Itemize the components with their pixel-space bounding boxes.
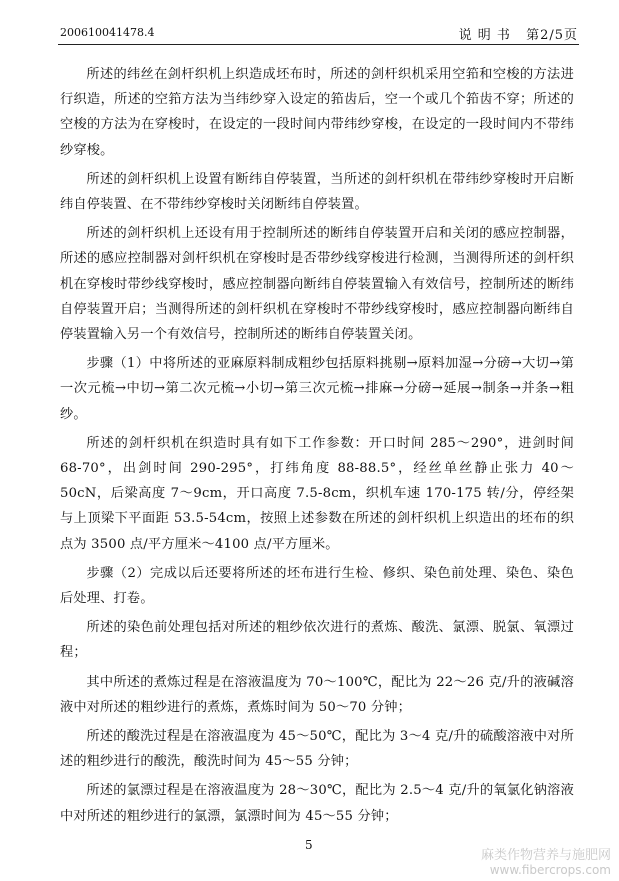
page-info: 第2/5页: [526, 28, 578, 43]
paragraph: 所述的染色前处理包括对所述的粗纱依次进行的煮炼、酸洗、氯漂、脱氯、氧漂过程；: [60, 620, 574, 661]
paragraph: 所述的纬丝在剑杆织机上织造成坯布时，所述的剑杆织机采用空筘和空梭的方法进行织造，所述的空筘方法为当纬纱穿入设定的筘齿后，空一个或几个筘齿不穿；所述的空梭的方法为在穿梭时，在设定的一段时间内带纬纱穿梭，在设定的一段时间内不带纬纱穿梭。: [60, 67, 574, 158]
page-number: 5: [305, 838, 313, 852]
paragraph: 所述的剑杆织机在织造时具有如下工作参数：开口时间 285～290°，进剑时间 68-70°，出剑时间 290-295°，打纬角度 88-88.5°，经丝单丝静止张力 40～50cN，后梁高度 7～9cm，开口高度 7.5-8cm，织机车速 170-175 转/分，停经架与上顶梁下平面距 53.5-54cm，按照上述参数在所述的剑杆织机上织造出的坯布的织点为 3500 点/平方厘米～4100 点/平方厘米。: [60, 435, 574, 552]
page-header: [0, 0, 619, 50]
watermark-url: www.fibercrops.com: [489, 863, 611, 877]
paragraph: 所述的酸洗过程是在溶液温度为 45～50℃，配比为 3～4 克/升的硫酸溶液中对所述的粗纱进行的酸洗，酸洗时间为 45～55 分钟；: [60, 729, 574, 770]
paragraph: 所述的氯漂过程是在溶液温度为 28～30℃，配比为 2.5～4 克/升的氧氯化钠溶液中对所述的粗纱进行的氯漂，氯漂时间为 45～55 分钟；: [60, 783, 574, 824]
paragraph: 步骤（1）中将所述的亚麻原料制成粗纱包括原料挑剔→原料加湿→分磅→大切→第一次元梳→中切→第二次元梳→小切→第三次元梳→排麻→分磅→延展→制条→并条→粗纱。: [60, 356, 574, 422]
watermark-title: 麻类作物营养与施肥网: [480, 848, 611, 863]
header-right: [459, 24, 578, 43]
paragraph: 步骤（2）完成以后还要将所述的坯布进行生检、修织、染色前处理、染色、染色后处理、打卷。: [60, 565, 574, 607]
paragraph: 其中所述的煮炼过程是在溶液温度为 70～100℃，配比为 22～26 克/升的液碱溶液中对所述的粗纱进行的煮炼，煮炼时间为 50～70 分钟；: [60, 674, 574, 715]
document-type: 说 明 书: [458, 28, 511, 43]
paragraph: 所述的剑杆织机上还设有用于控制所述的断纬自停装置开启和关闭的感应控制器，所述的感应控制器对剑杆织机在穿梭时是否带纱线穿梭进行检测，当测得所述的剑杆织机在穿梭时带纱线穿梭时，感应控制器向断纬自停装置输入有效信号，控制所述的断纬自停装置开启；当测得所述的剑杆织机在穿梭时不带纱线穿梭时，感应控制器向断纬自停装置输入另一个有效信号，控制所述的断纬自停装置关闭。: [60, 226, 574, 343]
paragraph: 所述的剑杆织机上设置有断纬自停装置，当所述的剑杆织机在带纬纱穿梭时开启断纬自停装置、在不带纬纱穿梭时关闭断纬自停装置。: [60, 171, 574, 213]
document-body: [60, 62, 574, 833]
watermark: [481, 844, 611, 877]
document-number: 200610041478.4: [60, 26, 155, 39]
header-rule: [58, 44, 579, 45]
